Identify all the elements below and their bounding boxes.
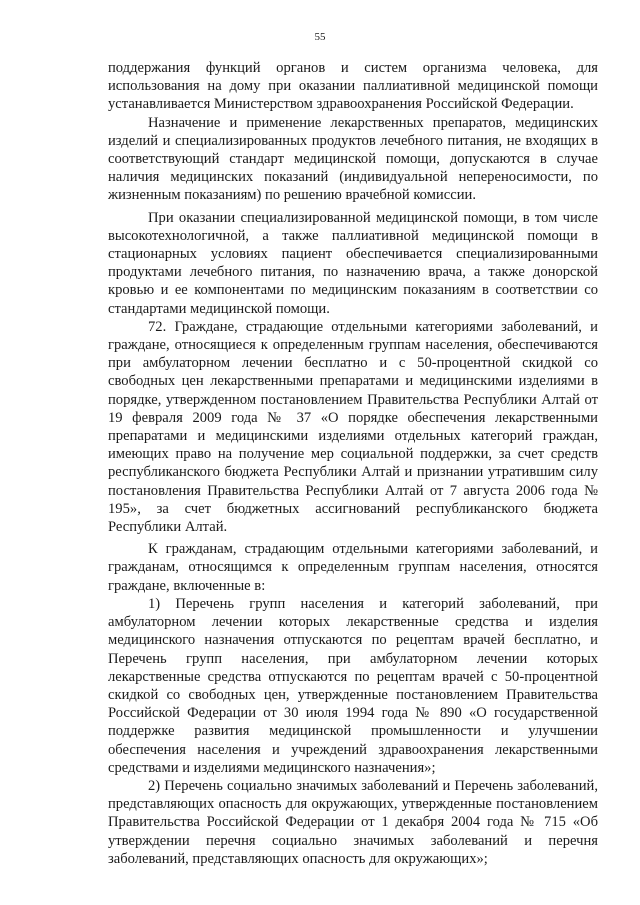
list-item-2: 2) Перечень социально значимых заболеваний и Перечень заболеваний, представляющих опасность для окружающих, утвержденные постановлением Правительства Российской Федерации от 1 декабря 2004 года № 715 «Об утверждении перечня социально значимых заболеваний и перечня заболеваний, представляющих опасность для окружающих»;	[108, 777, 598, 867]
page-number: 55	[314, 31, 326, 43]
list-item-1: 1) Перечень групп населения и категорий заболеваний, при амбулаторном лечении которых лекарственные средства и изделия медицинского назначения отпускаются по рецептам врачей бесплатно, и Перечень групп населения, при амбулаторном лечении которых лекарственные средства отпускаются по рецептам врачей с 50-процентной скидкой со свободных цен, утвержденные постановлением Правительства Российской Федерации от 30 июля 1994 года № 890 «О государственной поддержке развития медицинской промышленности и улучшении обеспечения населения и учреждений здравоохранения лекарственными средствами и изделиями медицинского назначения»;	[108, 595, 598, 776]
paragraph-off-standard-prescription: Назначение и применение лекарственных препаратов, медицинских изделий и специализированных продуктов лечебного питания, не входящих в соответствующий стандарт медицинской помощи, допускаются в случае наличия медицинских показаний (индивидуальной непереносимости, по жизненным показаниям) по решению врачебной комиссии.	[108, 114, 598, 204]
paragraph-specialized-care-nutrition: При оказании специализированной медицинской помощи, в том числе высокотехнологичной, а также паллиативной медицинской помощи в стационарных условиях пациент обеспечивается специализированными продуктами лечебного питания, по назначению врача, а также донорской кровью и ее компонентами по медицинским показаниям в соответствии со стандартами медицинской помощи.	[108, 209, 598, 317]
paragraph-continuation: поддержания функций органов и систем организма человека, для использования на дому при оказании паллиативной медицинской помощи устанавливается Министерством здравоохранения Российской Федерации.	[108, 60, 598, 113]
paragraph-72-drug-provision: 72. Граждане, страдающие отдельными категориями заболеваний, и граждане, относящиеся к определенным группам населения, обеспечиваются при амбулаторном лечении бесплатно и с 50-процентной скидкой со свободных цен лекарственными препаратами и медицинскими изделиями в порядке, утвержденном постановлением Правительства Республики Алтай от 19 февраля 2009 года № 37 «О порядке обеспечения лекарственными препаратами и медицинскими изделиями отдельных категорий граждан, имеющих право на получение мер социальной поддержки, за счет средств республиканского бюджета Республики Алтай и признании утратившим силу постановления Правительства Республики Алтай от 7 августа 2006 года № 195», за счет бюджетных ассигнований республиканского бюджета Республики Алтай.	[108, 318, 598, 536]
document-body	[108, 59, 598, 868]
paragraph-eligible-citizens: К гражданам, страдающим отдельными категориями заболеваний, и гражданам, относящимся к определенным группам населения, относятся граждане, включенные в:	[108, 541, 598, 594]
